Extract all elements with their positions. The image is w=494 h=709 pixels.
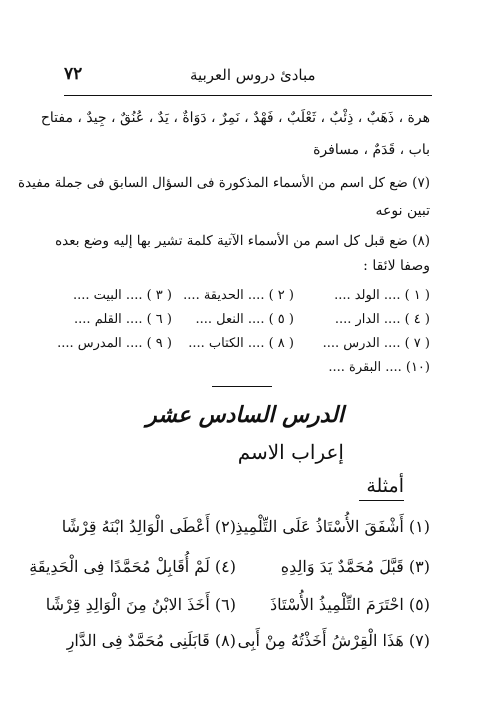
- fill-item: (١٠) .... البقرة ....: [328, 360, 430, 375]
- fill-item: ( ٩ ) .... المدرس ....: [57, 336, 172, 351]
- header-divider: [64, 95, 432, 96]
- fill-item: ( ٥ ) .... النعل ....: [195, 312, 294, 327]
- section-divider: [212, 386, 272, 387]
- example-sentence: (٨) قَابَلَنِى مُحَمَّدٌ فِى الدَّارِ: [66, 631, 236, 650]
- question-8-line-2: وصفا لائقا :: [363, 258, 430, 274]
- fill-item: ( ٨ ) .... الكتاب ....: [188, 336, 294, 351]
- fill-item: ( ٣ ) .... البيت ....: [72, 288, 172, 303]
- example-sentence: (٦) أَخَذَ الابْنُ مِنَ الْوَالِدِ قِرْشًا: [45, 595, 236, 614]
- question-8-line-1: (٨) ضع قبل كل اسم من الأسماء الآتية كلمة تشير بها إليه وضع بعده: [55, 233, 430, 249]
- vocab-line-1: هرة ، ذَهَبٌ ، ذِئْبٌ ، ثَعْلَبٌ ، فَهْدٌ ، نَمِرٌ ، دَوَاةٌ ، يَدٌ ، عُنُقٌ ، جِيدٌ ، مفتاح: [40, 110, 430, 126]
- fill-item: ( ٧ ) .... الدرس ....: [322, 336, 430, 351]
- question-7-line-2: تبين نوعه: [375, 203, 430, 219]
- lesson-title: الدرس السادس عشر: [146, 402, 344, 428]
- lesson-subtitle: إعراب الاسم: [237, 440, 344, 464]
- fill-item: ( ٤ ) .... الدار ....: [334, 312, 430, 327]
- vocab-line-2: باب ، قَدَمٌ ، مسافرة: [313, 142, 430, 158]
- examples-heading-underline: [359, 500, 404, 501]
- running-title: مبادئ دروس العربية: [190, 66, 316, 84]
- example-sentence: (٤) لَمْ أُقَابِلْ مُحَمَّدًا فِى الْحَدِيقَةِ: [29, 557, 236, 576]
- example-sentence: (١) أَشْفَقَ الأُسْتَاذُ عَلَى التِّلْمِيذِ: [235, 517, 430, 536]
- example-sentence: (٧) هَذَا الْقِرْشُ أَخَذْتُهُ مِنْ أَبِى: [237, 631, 430, 650]
- examples-heading: أمثلة: [366, 475, 404, 497]
- fill-item: ( ٦ ) .... القلم ....: [74, 312, 172, 327]
- fill-item: ( ١ ) .... الولد ....: [334, 288, 430, 303]
- page-number: ٧٢: [64, 64, 83, 84]
- example-sentence: (٢) أَعْطَى الْوَالِدُ ابْنَهُ قِرْشًا: [61, 517, 236, 536]
- example-sentence: (٥) احْتَرَمَ التِّلْمِيذُ الأُسْتَاذَ: [270, 595, 430, 614]
- question-7-line-1: (٧) ضع كل اسم من الأسماء المذكورة فى السؤال السابق فى جملة مفيدة: [18, 175, 430, 191]
- example-sentence: (٣) قَبَّلَ مُحَمَّدٌ يَدَ وَالِدِهِ: [280, 557, 430, 576]
- fill-item: ( ٢ ) .... الحديقة ....: [183, 288, 294, 303]
